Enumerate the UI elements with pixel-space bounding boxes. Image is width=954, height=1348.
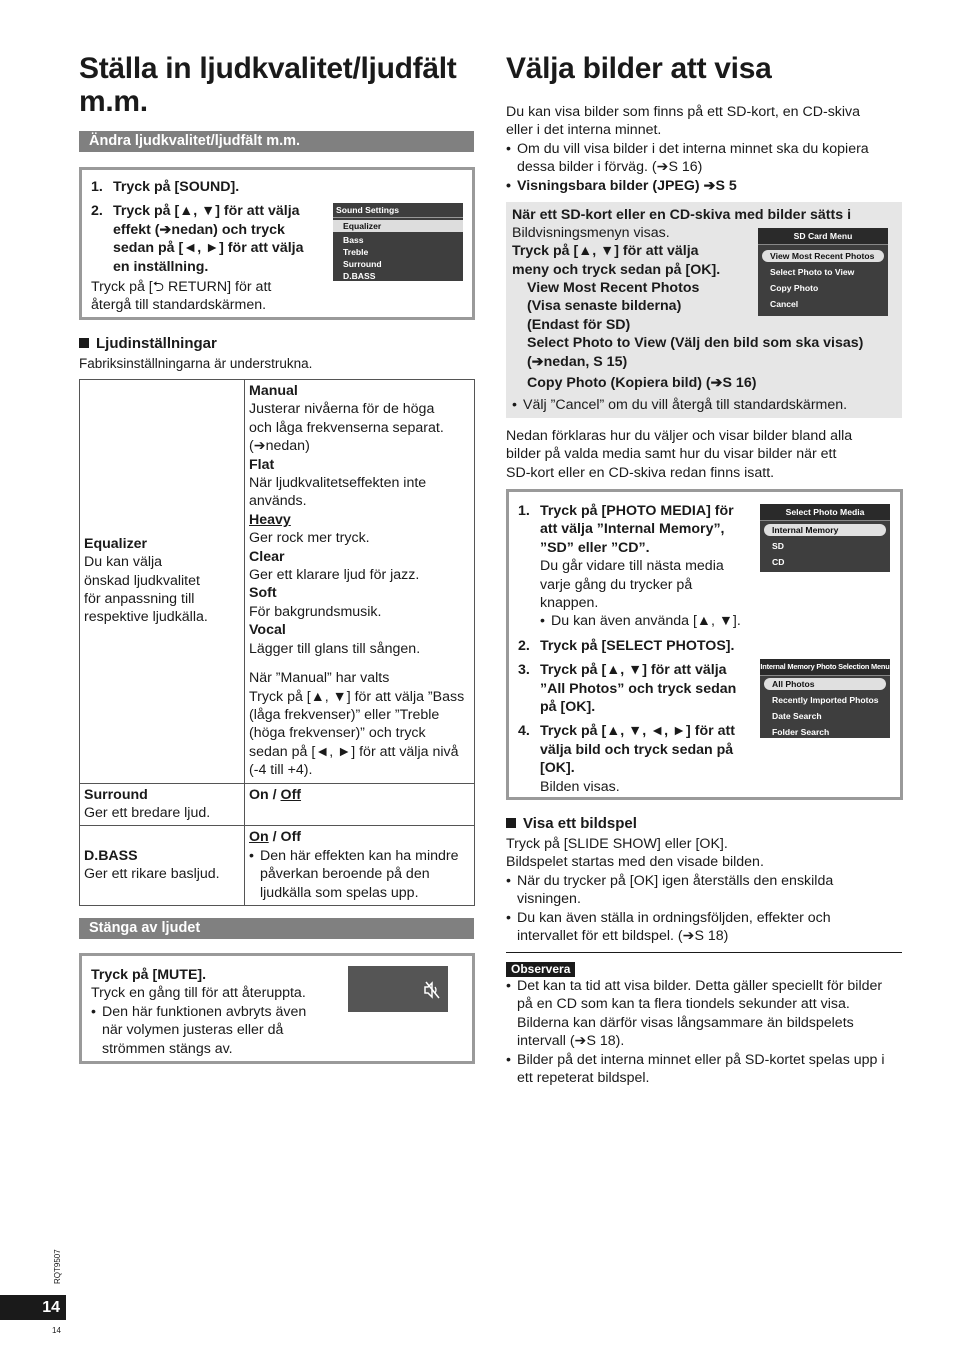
mute-icon	[422, 980, 442, 1000]
eq-options-cell: Manual Justerar nivåerna för de höga och låga frekvenserna separat. (➔nedan) Flat När ljudkvalitetseffekten inte används. Heavy Ger rock mer tryck. Clear Ger ett klarare ljud för jazz. Soft För bakgrundsmusik. Vocal Lägger till glans till sången. När ”Manual” har valts Tryck på [▲, ▼] för att välja ”Bass (låga frekvenser)” eller ”Treble (höga frekvenser)” och tryck sedan på [◄, ►] för att välja nivå (-4 till +4).	[245, 380, 475, 784]
media-menu-title: Select Photo Media	[760, 504, 890, 521]
media-item-internal[interactable]: Internal Memory	[764, 524, 886, 536]
table-row-surround	[80, 783, 475, 826]
page-number-small: 14	[52, 1326, 61, 1335]
step-1: 1. Tryck på [SOUND].	[91, 179, 240, 195]
sound-steps-box	[79, 167, 475, 320]
sd-menu-item-cancel[interactable]: Cancel	[770, 299, 799, 309]
media-item-cd[interactable]: CD	[772, 557, 785, 567]
photo-step-2: 2. Tryck på [SELECT PHOTOS].	[518, 637, 735, 654]
eq-name-cell: Equalizer Du kan välja önskad ljudkvalitet för anpassning till respektive ljudkälla.	[80, 380, 245, 784]
section-heading-mute: Stänga av ljudet	[79, 918, 474, 939]
table-row-dbass	[80, 826, 475, 906]
sd-card-menu	[758, 228, 888, 316]
menu-title: Sound Settings	[333, 203, 463, 218]
sd-info-box	[506, 202, 902, 418]
note-divider	[506, 952, 902, 953]
sd-menu-item-select[interactable]: Select Photo to View	[770, 267, 855, 277]
sd-info-text: Bildvisningsmenyn visas. Tryck på [▲, ▼] för att välja meny och tryck sedan på [OK].	[512, 225, 721, 278]
menu-item-dbass[interactable]: D.BASS	[343, 271, 376, 281]
intro-bullet-jpeg: • Visningsbara bilder (JPEG) ➔S 5	[506, 177, 902, 195]
sd-info-bullet: • Välj ”Cancel” om du vill återgå till standardskärmen.	[512, 396, 908, 414]
square-bullet-icon	[79, 338, 89, 348]
settings-subtext: Fabriksinställningarna är understrukna.	[79, 356, 313, 371]
title-line-1: Ställa in ljudkvalitet/ljudfält	[79, 52, 457, 85]
selection-item-folder[interactable]: Folder Search	[772, 727, 830, 737]
mute-display	[348, 966, 448, 1012]
section-heading-sound: Ändra ljudkvalitet/ljudfält m.m.	[79, 131, 474, 152]
sound-settings-menu	[333, 203, 463, 281]
page-title-left	[79, 52, 456, 118]
sd-menu-item-recent[interactable]: View Most Recent Photos	[762, 250, 884, 262]
note-bullet-2: • Bilder på det interna minnet eller på SD-kortet spelas upp i ett repeterat bildspel.	[506, 1051, 902, 1088]
page-title-right: Välja bilder att visa	[506, 52, 772, 85]
menu-item-bass[interactable]: Bass	[343, 235, 364, 245]
sd-menu-title: SD Card Menu	[758, 228, 888, 245]
mute-bullet: • Den här funktionen avbryts även när volymen justeras eller då strömmen stängs av.	[91, 1003, 331, 1058]
sd-options: View Most Recent Photos (Visa senaste bilderna) (Endast för SD) Select Photo to View (Välj den bild som ska visas) (➔nedan, S 15) Copy Photo (Kopiera bild) (➔S 16)	[527, 280, 864, 392]
selection-item-date[interactable]: Date Search	[772, 711, 822, 721]
selection-item-recent[interactable]: Recently Imported Photos	[772, 695, 879, 705]
page-number: 14	[0, 1295, 66, 1320]
slideshow-heading: Visa ett bildspel	[506, 815, 637, 833]
settings-table	[79, 379, 475, 906]
photo-steps	[518, 502, 758, 802]
sd-menu-item-copy[interactable]: Copy Photo	[770, 283, 819, 293]
selection-item-all[interactable]: All Photos	[764, 678, 886, 690]
return-text: Tryck på [⮌ RETURN] för att återgå till standardskärmen.	[91, 279, 272, 314]
intro-bullet: • Om du vill visa bilder i det interna minnet ska du kopiera dessa bilder i förväg. (➔S 16)	[506, 140, 902, 177]
slideshow-text: Tryck på [SLIDE SHOW] eller [OK]. Bildspelet startas med den visade bilden. • När du trycker på [OK] igen återställs den enskilda visningen. • Du kan även ställa in ordningsföljden, effekter och intervallet för ett bildspel. (➔S 18)	[506, 835, 902, 945]
media-item-sd[interactable]: SD	[772, 541, 784, 551]
mute-box	[79, 953, 475, 1064]
note-tag: Observera	[506, 960, 575, 978]
slideshow-bullet-2: • Du kan även ställa in ordningsföljden, effekter och intervallet för ett bildspel. (➔S 18)	[506, 909, 902, 946]
table-row-equalizer	[80, 380, 475, 784]
document-code: RQT9507	[53, 1249, 62, 1284]
note-bullet-1: • Det kan ta tid att visa bilder. Detta gäller speciellt för bilder på en CD som kan ta flera tiondels sekunder att visa. Bilderna kan därför visas långsammare än bildspelets intervall (➔S 18).	[506, 977, 902, 1051]
title-line-2: m.m.	[79, 85, 148, 118]
menu-item-surround[interactable]: Surround	[343, 259, 382, 269]
sound-steps	[91, 178, 331, 315]
surround-values-cell: On / Off	[245, 783, 475, 826]
mid-text: Nedan förklaras hur du väljer och visar bilder bland alla bilder på valda media samt hur du visar bilder när ett SD-kort eller en CD-skiva redan finns isatt.	[506, 428, 853, 481]
note-text	[506, 977, 902, 1087]
photo-step-1: 1. Tryck på [PHOTO MEDIA] för att välja ”Internal Memory”, ”SD” eller ”CD”. Du går vidare till nästa media varje gång du trycker på knappen. • Du kan även använda [▲, ▼].	[518, 502, 758, 631]
surround-name-cell: Surround Ger ett bredare ljud.	[80, 783, 245, 826]
settings-heading: Ljudinställningar	[79, 335, 217, 353]
photo-steps-box	[506, 489, 903, 800]
sd-info-heading: När ett SD-kort eller en CD-skiva med bilder sätts i	[512, 207, 852, 223]
intro-block: Du kan visa bilder som finns på ett SD-kort, en CD-skiva eller i det interna minnet. • Om du vill visa bilder i det interna minnet ska du kopiera dessa bilder i förväg. (➔S 16) • Visningsbara bilder (JPEG) ➔S 5	[506, 103, 902, 195]
slideshow-bullet-1: • När du trycker på [OK] igen återställs den enskilda visningen.	[506, 872, 902, 909]
dbass-note: • Den här effekten kan ha mindre påverkan beroende på den ljudkälla som spelas upp.	[249, 847, 470, 902]
menu-item-equalizer[interactable]: Equalizer	[333, 220, 463, 232]
dbass-values-cell: On / Off • Den här effekten kan ha mindre påverkan beroende på den ljudkälla som spelas upp.	[245, 826, 475, 906]
dbass-name-cell: D.BASS Ger ett rikare basljud.	[80, 826, 245, 906]
menu-item-treble[interactable]: Treble	[343, 247, 369, 257]
photo-step-4: 4. Tryck på [▲, ▼, ◄, ►] för att välja bild och tryck sedan på [OK]. Bilden visas.	[518, 723, 735, 795]
photo-media-menu	[760, 504, 890, 572]
photo-step-1-bullet: • Du kan även använda [▲, ▼].	[540, 612, 758, 630]
photo-selection-menu	[760, 659, 890, 738]
selection-menu-title: Internal Memory Photo Selection Menu	[760, 659, 890, 676]
square-bullet-icon	[506, 818, 516, 828]
mute-text: Tryck på [MUTE]. Tryck en gång till för att återuppta. • Den här funktionen avbryts även när volymen justeras eller då strömmen stängs av.	[91, 966, 331, 1058]
step-2: 2. Tryck på [▲, ▼] för att välja effekt (➔nedan) och tryck sedan på [◄, ►] för att välja en inställning.	[91, 203, 304, 275]
photo-step-3: 3. Tryck på [▲, ▼] för att välja ”All Photos” och tryck sedan på [OK].	[518, 662, 737, 716]
